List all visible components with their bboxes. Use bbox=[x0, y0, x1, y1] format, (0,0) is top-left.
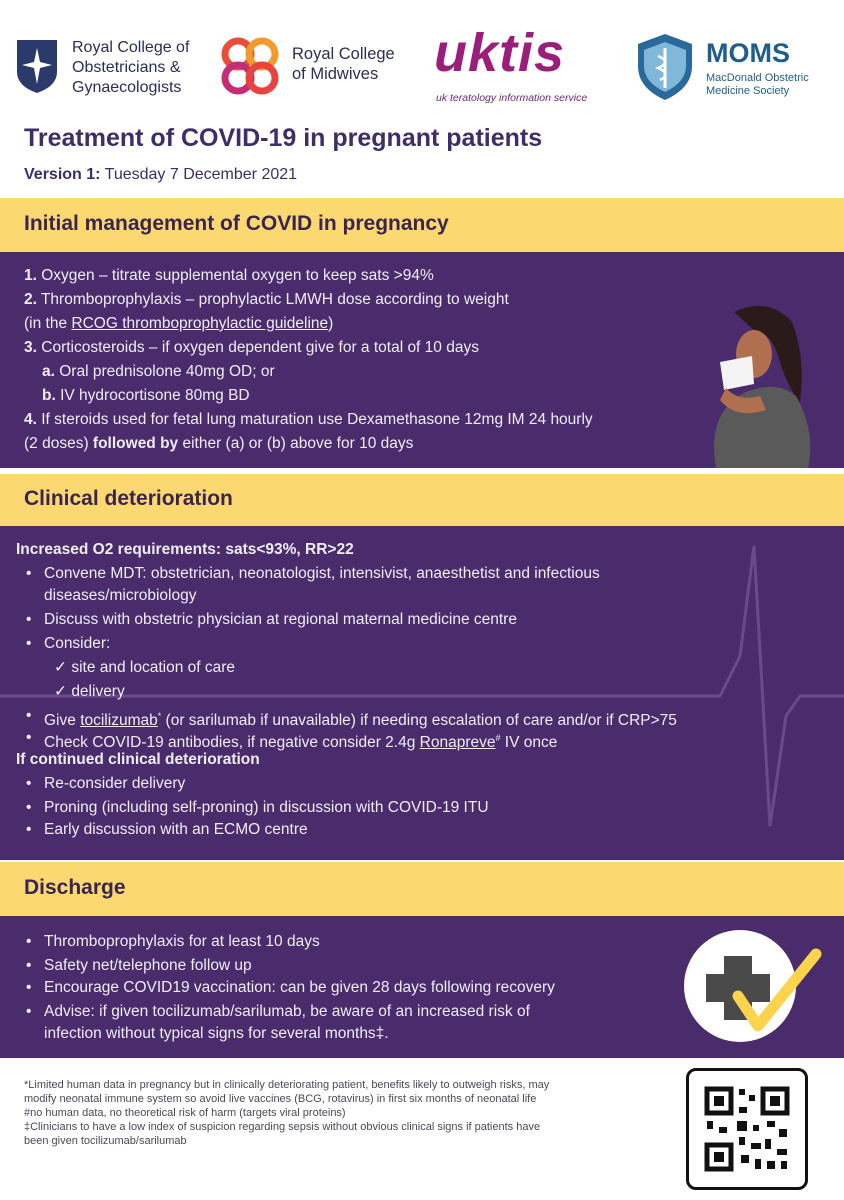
rcog-line1: Royal College of bbox=[72, 39, 190, 56]
initial-item-3a bbox=[42, 362, 275, 382]
version-date: Tuesday 7 December 2021 bbox=[104, 166, 298, 183]
discharge-bullet-safety: • Safety net/telephone follow up bbox=[44, 956, 252, 976]
rcog-crest-icon bbox=[14, 38, 60, 94]
logo-bar bbox=[0, 0, 844, 120]
rcm-line2: of Midwives bbox=[292, 65, 379, 83]
moms-line1: MacDonald Obstetric bbox=[706, 72, 809, 84]
moms-logo bbox=[634, 28, 834, 108]
check-icon: ✓ bbox=[54, 683, 67, 700]
footnote-marker: # bbox=[495, 733, 501, 743]
deterioration-bullet-mdt-cont: diseases/microbiology bbox=[44, 587, 197, 604]
footnote-3a: ‡Clinicians to have a low index of suspicion regarding sepsis without obvious clinical signs if patients have bbox=[24, 1121, 541, 1133]
section-header-deterioration bbox=[0, 474, 844, 526]
initial-item-4-cont bbox=[24, 434, 413, 454]
section-header-initial bbox=[0, 198, 844, 252]
check-text: site and location of care bbox=[71, 659, 236, 676]
rcog-line3: Gynaecologists bbox=[72, 79, 182, 96]
item-text: Thromboprophylaxis – prophylactic LMWH dose according to weight bbox=[40, 291, 509, 308]
deterioration-bullet-consider: • Consider: bbox=[44, 634, 110, 654]
rcm-knot-icon bbox=[218, 34, 282, 100]
uktis-wordmark: uktis bbox=[434, 23, 566, 83]
check-text: delivery bbox=[71, 683, 125, 700]
footnote-1b: modify neonatal immune system so avoid live vaccines (BCG, rotavirus) in first six months of neonatal life bbox=[24, 1093, 537, 1105]
uktis-tagline: uk teratology information service bbox=[436, 92, 588, 104]
item-text: Oxygen – titrate supplemental oxygen to keep sats >94% bbox=[41, 267, 434, 284]
deterioration-bullet-mdt: • Convene MDT: obstetrician, neonatologist, intensivist, anaesthetist and infectious bbox=[44, 564, 600, 584]
subheading-text: If continued clinical deterioration bbox=[16, 751, 260, 768]
tocilizumab-link[interactable]: tocilizumab bbox=[80, 712, 158, 730]
item-text: Corticosteroids – if oxygen dependent give for a total of 10 days bbox=[41, 339, 479, 356]
rcog-guideline-link[interactable]: RCOG thromboprophylactic guideline bbox=[71, 315, 329, 332]
consider-delivery-item bbox=[54, 682, 125, 702]
qr-code[interactable] bbox=[686, 1068, 808, 1190]
item-text: Oral prednisolone 40mg OD; or bbox=[59, 363, 275, 380]
rcog-logo bbox=[14, 28, 204, 108]
deterioration-heading: Clinical deterioration bbox=[24, 487, 233, 510]
initial-item-3b bbox=[42, 386, 250, 406]
deterioration-subheading-2 bbox=[16, 750, 260, 770]
check-icon: ✓ bbox=[54, 659, 67, 676]
initial-panel bbox=[0, 252, 844, 468]
item-number: 4. bbox=[24, 411, 37, 428]
discharge-heading: Discharge bbox=[24, 876, 126, 899]
qr-code-pattern bbox=[689, 1071, 805, 1187]
ronapreve-link[interactable]: Ronapreve bbox=[419, 734, 496, 752]
deterioration-bullet-discuss: • Discuss with obstetric physician at regional maternal medicine centre bbox=[44, 610, 517, 630]
item-number: 1. bbox=[24, 267, 37, 284]
initial-item-2-guideline bbox=[24, 314, 333, 334]
item-text: (2 doses) bbox=[24, 435, 93, 452]
initial-item-3 bbox=[24, 338, 479, 358]
page-title: Treatment of COVID-19 in pregnant patients bbox=[24, 124, 543, 152]
discharge-bullet-advise-cont: infection without typical signs for several months‡. bbox=[44, 1025, 389, 1042]
section-header-discharge bbox=[0, 862, 844, 916]
footnote-1a: *Limited human data in pregnancy but in clinically deteriorating patient, benefits likely to outweigh risks, may bbox=[24, 1079, 550, 1091]
version-line bbox=[24, 166, 297, 184]
version-label: Version 1: bbox=[24, 166, 101, 183]
consider-site-item bbox=[54, 658, 235, 678]
item-text: (in the bbox=[24, 315, 72, 332]
discharge-bullet-advise: • Advise: if given tocilizumab/sarilumab, be aware of an increased risk of bbox=[44, 1002, 530, 1022]
moms-shield-icon bbox=[634, 32, 696, 102]
item-text: either (a) or (b) above for 10 days bbox=[178, 435, 414, 452]
subheading-text: Increased O2 requirements: sats<93%, RR>22 bbox=[16, 541, 354, 558]
item-emphasis: followed by bbox=[92, 435, 179, 452]
initial-item-2 bbox=[24, 290, 509, 310]
item-text: IV hydrocortisone 80mg BD bbox=[60, 387, 250, 404]
item-text: Give bbox=[44, 712, 81, 730]
footnote-marker: * bbox=[157, 711, 162, 721]
item-text: (or sarilumab if unavailable) if needing escalation of care and/or if CRP>75 bbox=[161, 712, 677, 730]
discharge-panel bbox=[0, 916, 844, 1058]
moms-line2: Medicine Society bbox=[706, 85, 790, 97]
item-text: ) bbox=[328, 315, 334, 332]
initial-heading: Initial management of COVID in pregnancy bbox=[24, 212, 449, 235]
item-text: Check COVID-19 antibodies, if negative consider 2.4g bbox=[44, 734, 420, 752]
deterioration-bullet-reconsider: • Re-consider delivery bbox=[44, 774, 185, 794]
discharge-bullet-vaccination: • Encourage COVID19 vaccination: can be given 28 days following recovery bbox=[44, 978, 555, 998]
deterioration-bullet-proning: • Proning (including self-proning) in discussion with COVID-19 ITU bbox=[44, 798, 489, 818]
uktis-logo bbox=[430, 23, 620, 108]
initial-item-1 bbox=[24, 266, 434, 286]
deterioration-subheading-1 bbox=[16, 540, 354, 560]
rcm-line1: Royal College bbox=[292, 45, 395, 63]
deterioration-panel bbox=[0, 526, 844, 860]
footnote-2: #no human data, no theoretical risk of harm (targets viral proteins) bbox=[24, 1107, 346, 1119]
rcog-line2: Obstetricians & bbox=[72, 59, 181, 76]
item-number: 3. bbox=[24, 339, 37, 356]
woman-illustration bbox=[676, 292, 826, 468]
moms-tagline bbox=[706, 72, 826, 98]
moms-wordmark: MOMS bbox=[706, 38, 790, 68]
initial-item-4 bbox=[24, 410, 593, 430]
deterioration-bullet-ecmo: • Early discussion with an ECMO centre bbox=[44, 820, 308, 840]
plus-check-icon bbox=[676, 928, 826, 1046]
item-text: If steroids used for fetal lung maturation use Dexamethasone 12mg IM 24 hourly bbox=[41, 411, 593, 428]
item-number: 2. bbox=[24, 291, 37, 308]
item-text: IV once bbox=[500, 734, 558, 752]
item-letter: a. bbox=[42, 363, 55, 380]
item-letter: b. bbox=[42, 387, 56, 404]
footnote-3b: been given tocilizumab/sarilumab bbox=[24, 1135, 187, 1147]
discharge-bullet-thrombo: • Thromboprophylaxis for at least 10 days bbox=[44, 932, 320, 952]
rcm-logo bbox=[218, 28, 418, 108]
